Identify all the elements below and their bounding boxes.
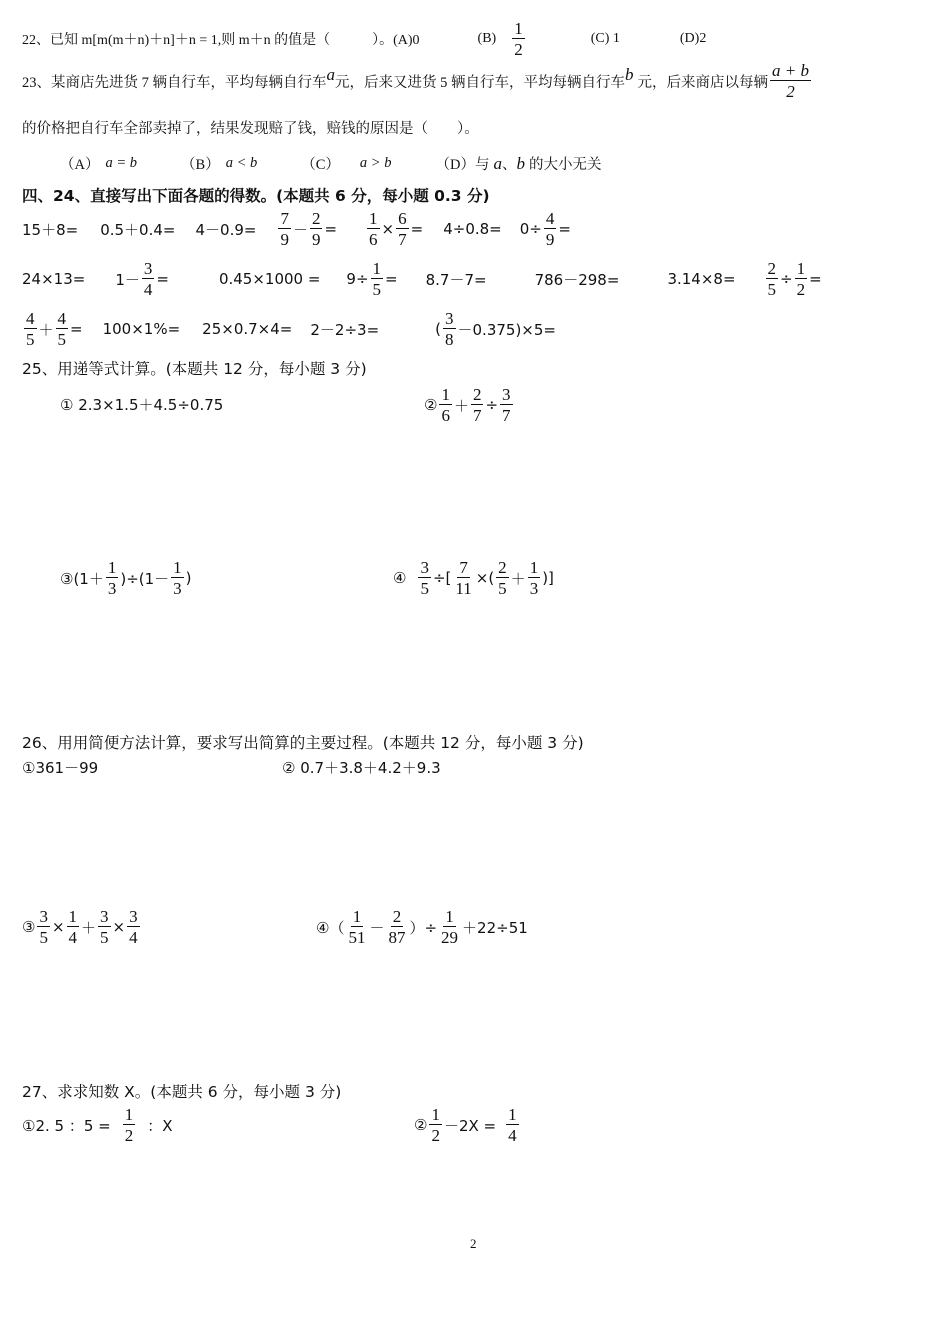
q26-problem-2: ② 0.7＋3.8＋4.2＋9.3 xyxy=(282,759,441,777)
calc-item: 3.14×8= xyxy=(667,270,736,288)
q23-option-d-b: b xyxy=(516,153,525,173)
fraction: $\frac{4}{5}$ xyxy=(57,309,67,349)
fraction: $\frac{7}{9}$ xyxy=(280,209,289,249)
calc-item: 25×0.7×4= xyxy=(202,320,293,338)
oral-calc-row-3 xyxy=(22,306,556,352)
fraction: $\frac{3}{7}$ xyxy=(502,385,511,425)
fraction: $\frac{1}{4}$ xyxy=(68,907,78,947)
oral-calc-row-2 xyxy=(22,256,822,302)
fraction: $\frac{4}{9}$ xyxy=(545,209,555,249)
operator: ＋ xyxy=(453,396,469,415)
question-27-heading: 27、求求知数 X。(本题共 6 分，每小题 3 分) xyxy=(22,1083,342,1101)
operator: － xyxy=(292,220,308,239)
question-23-line1 xyxy=(22,62,813,100)
operator: ＋ xyxy=(510,569,526,588)
fraction: $\frac{2}{9}$ xyxy=(311,209,321,249)
q23-option-a: a = b xyxy=(105,155,138,171)
q23-price-fraction: $\frac{a + b}{2}$ xyxy=(772,61,809,101)
problem-number: ② xyxy=(414,1116,428,1134)
problem-number: ④ xyxy=(393,569,407,587)
q23-var-a: a xyxy=(326,65,335,84)
calc-item: 24×13= xyxy=(22,270,86,288)
expr-part: ＋22÷51 xyxy=(462,918,528,937)
q23-var-b: b xyxy=(625,65,634,84)
q27-problem-2 xyxy=(414,1102,521,1148)
page-number: 2 xyxy=(470,1236,477,1251)
calc-item: 0.5＋0.4= xyxy=(100,220,176,239)
fraction: $\frac{1}{3}$ xyxy=(107,558,117,598)
operator: × xyxy=(381,220,395,238)
equals: = xyxy=(410,220,424,238)
fraction: $\frac{2}{7}$ xyxy=(472,385,482,425)
operator: ＋ xyxy=(81,918,97,937)
fraction: $\frac{7}{11}$ xyxy=(455,558,472,598)
q23-option-c-label: （C） xyxy=(301,157,340,173)
oral-calc-row-1 xyxy=(22,206,571,252)
q23-text-1: 23、某商店先进货 7 辆自行车，平均每辆自行车 xyxy=(22,74,327,91)
fraction: $\frac{1}{6}$ xyxy=(369,209,378,249)
equals: = xyxy=(809,270,822,288)
question-25-heading: 25、用递等式计算。(本题共 12 分，每小题 3 分) xyxy=(22,360,367,378)
q23-option-d-sep: 、 xyxy=(501,157,517,173)
fraction: $\frac{1}{5}$ xyxy=(372,259,382,299)
q22-text: 22、已知 m[m(m＋n)＋n]＋n = 1,则 m＋n 的值是（ ）。(A)0 xyxy=(22,33,420,48)
paren: ( xyxy=(435,320,442,338)
q25-problem-2 xyxy=(424,382,515,428)
fraction: $\frac{1}{6}$ xyxy=(441,385,450,425)
fraction: $\frac{2}{5}$ xyxy=(498,558,507,598)
q23-text-line2: 的价格把自行车全部卖掉了，结果发现赔了钱，赔钱的原因是（ ）。 xyxy=(22,121,479,137)
fraction: $\frac{3}{5}$ xyxy=(100,907,109,947)
fraction: $\frac{3}{5}$ xyxy=(39,907,48,947)
calc-item: 0÷ xyxy=(519,220,542,238)
q22-option-b-label: (B) xyxy=(477,31,497,46)
expr-part: )÷(1－ xyxy=(120,569,170,588)
fraction: $\frac{1}{3}$ xyxy=(173,558,182,598)
q26-problem-3 xyxy=(22,904,142,950)
q23-option-c: a > b xyxy=(359,155,392,171)
expr-part: ) xyxy=(185,569,192,587)
calc-item: 2－2÷3= xyxy=(310,320,380,339)
calc-item: －0.375)×5= xyxy=(457,320,556,339)
fraction: $\frac{1}{51}$ xyxy=(348,907,366,947)
q25-problem-3 xyxy=(60,555,192,601)
fraction: $\frac{1}{4}$ xyxy=(508,1105,517,1145)
calc-item: 15＋8= xyxy=(22,220,79,239)
calc-item: 4－0.9= xyxy=(195,220,257,239)
expr-part: ④（ xyxy=(316,918,345,937)
calc-item: 8.7－7= xyxy=(425,270,487,289)
q22-option-b-fraction: $\frac{1}{2}$ xyxy=(514,19,523,59)
expr-part: ÷[ xyxy=(432,569,452,587)
calc-item: 786－298= xyxy=(534,270,620,289)
q26-problem-4 xyxy=(316,904,528,950)
q23-text-3: 元，后来商店以每辆 xyxy=(637,74,768,91)
problem-number: ③ xyxy=(22,918,36,936)
operator: － xyxy=(369,918,385,937)
fraction: $\frac{1}{2}$ xyxy=(431,1105,440,1145)
q23-text-2: 元，后来又进货 5 辆自行车，平均每辆自行车 xyxy=(335,74,625,91)
problem-number: ② xyxy=(424,396,438,414)
q23-option-d-post: 的大小无关 xyxy=(528,157,602,173)
fraction: $\frac{1}{3}$ xyxy=(529,558,539,598)
fraction: $\frac{3}{4}$ xyxy=(143,259,153,299)
equals: = xyxy=(324,220,338,238)
fraction: $\frac{6}{7}$ xyxy=(398,209,407,249)
q23-option-b-label: （B） xyxy=(181,157,220,173)
fraction: $\frac{1}{29}$ xyxy=(441,907,459,947)
operator: × xyxy=(112,918,126,936)
fraction: $\frac{1}{2}$ xyxy=(796,259,806,299)
q23-option-d-a: a xyxy=(493,153,502,173)
fraction: $\frac{4}{5}$ xyxy=(26,309,35,349)
expr-part: ）÷ xyxy=(409,918,438,937)
calc-item: 100×1%= xyxy=(102,320,181,338)
equals: = xyxy=(558,220,571,238)
q27-problem-1 xyxy=(22,1102,173,1148)
question-22 xyxy=(22,20,706,58)
q22-option-c: (C) 1 xyxy=(590,31,620,46)
q25-problem-4 xyxy=(393,555,554,601)
fraction: $\frac{2}{87}$ xyxy=(388,907,406,947)
q26-problem-1: ①361－99 xyxy=(22,759,99,777)
section-4-heading: 四、24、直接写出下面各题的得数。(本题共 6 分，每小题 0.3 分) xyxy=(22,187,490,205)
fraction: $\frac{2}{5}$ xyxy=(767,259,777,299)
question-26-heading: 26、用用简便方法计算，要求写出简算的主要过程。(本题共 12 分，每小题 3 分) xyxy=(22,734,584,752)
q25-problem-1: ① 2.3×1.5＋4.5÷0.75 xyxy=(60,396,224,414)
operator: ＋ xyxy=(38,320,54,339)
q22-option-d: (D)2 xyxy=(679,31,707,46)
operator: × xyxy=(51,918,65,936)
expr-part: )] xyxy=(542,569,554,587)
calc-item: 9÷ xyxy=(346,270,369,288)
operator: ÷ xyxy=(485,396,499,414)
expr-part: ③(1＋ xyxy=(60,569,104,588)
equals: = xyxy=(156,270,169,288)
fraction: $\frac{3}{4}$ xyxy=(129,907,138,947)
expr-part: ①2. 5 ：5 = xyxy=(22,1116,111,1135)
q23-option-d-label: （D）与 xyxy=(435,157,490,173)
fraction: $\frac{3}{5}$ xyxy=(420,558,429,598)
fraction: $\frac{3}{8}$ xyxy=(445,309,454,349)
q23-options xyxy=(60,153,601,174)
expr-part: －2X = xyxy=(443,1116,497,1135)
q23-option-b: a < b xyxy=(225,155,258,171)
calc-item: 1－ xyxy=(115,270,140,289)
equals: = xyxy=(385,270,398,288)
calc-item: 0.45×1000 = xyxy=(218,270,321,288)
equals: = xyxy=(70,320,83,338)
fraction: $\frac{1}{2}$ xyxy=(124,1105,134,1145)
operator: ÷ xyxy=(780,270,793,288)
expr-part: ×( xyxy=(475,569,495,587)
q23-option-a-label: （A） xyxy=(60,157,100,173)
calc-item: 4÷0.8= xyxy=(443,220,502,238)
expr-part: ：X xyxy=(147,1116,173,1135)
